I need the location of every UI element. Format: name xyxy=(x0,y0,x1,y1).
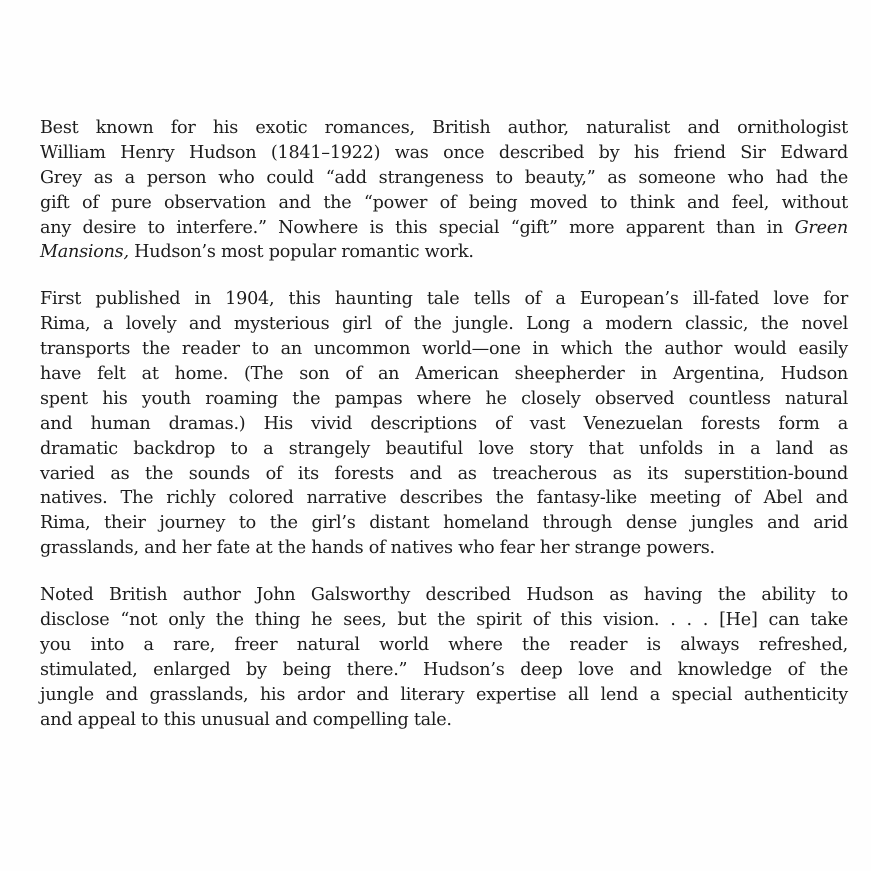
text-line: dramatic backdrop to a strangely beautiful love story that unfolds in a land as xyxy=(40,438,848,459)
paragraph-2 xyxy=(40,287,848,561)
text-line: varied as the sounds of its forests and as treacherous as its superstition-bound xyxy=(40,463,848,484)
text-line: Noted British author John Galsworthy described Hudson as having the ability to xyxy=(40,585,848,606)
text-line: transports the reader to an uncommon world—one in which the author would easily xyxy=(40,339,848,360)
text-line: have felt at home. (The son of an American sheepherder in Argentina, Hudson xyxy=(40,364,848,385)
paragraph-1 xyxy=(40,116,848,265)
text-line: grasslands, and her fate at the hands of natives who fear her strange powers. xyxy=(40,538,715,559)
text-line: and appeal to this unusual and compelling tale. xyxy=(40,709,452,730)
text-line: jungle and grasslands, his ardor and literary expertise all lend a special authenticity xyxy=(40,684,848,705)
text-line: gift of pure observation and the “power of being moved to think and feel, without xyxy=(40,192,848,213)
description-text xyxy=(40,116,848,754)
text-line: Grey as a person who could “add strangeness to beauty,” as someone who had the xyxy=(40,167,848,188)
text-line: Rima, their journey to the girl’s distant homeland through dense jungles and arid xyxy=(40,513,848,534)
text-line: spent his youth roaming the pampas where he closely observed countless natural xyxy=(40,388,848,409)
paragraph-3 xyxy=(40,583,848,732)
text-line: natives. The richly colored narrative describes the fantasy-like meeting of Abel and xyxy=(40,488,848,509)
text-line: disclose “not only the thing he sees, but the spirit of this vision. . . . [He] can take xyxy=(40,610,848,631)
text-line xyxy=(40,240,848,265)
text-line: First published in 1904, this haunting tale tells of a European’s ill-fated love for xyxy=(40,289,848,310)
text-line: stimulated, enlarged by being there.” Hudson’s deep love and knowledge of the xyxy=(40,659,848,680)
book-title-italic: Mansions, xyxy=(40,242,129,263)
text-line: Rima, a lovely and mysterious girl of the jungle. Long a modern classic, the novel xyxy=(40,314,848,335)
book-title-italic: Green xyxy=(794,217,848,238)
text-run: Hudson’s most popular romantic work. xyxy=(128,242,474,263)
text-line: William Henry Hudson (1841–1922) was once described by his friend Sir Edward xyxy=(40,142,848,163)
text-line: you into a rare, freer natural world where the reader is always refreshed, xyxy=(40,634,848,655)
text-line: and human dramas.) His vivid descriptions of vast Venezuelan forests form a xyxy=(40,413,848,434)
text-line xyxy=(40,216,848,241)
text-run: any desire to interfere.” Nowhere is this special “gift” more apparent than in xyxy=(40,217,795,238)
text-line: Best known for his exotic romances, British author, naturalist and ornithologist xyxy=(40,118,848,138)
